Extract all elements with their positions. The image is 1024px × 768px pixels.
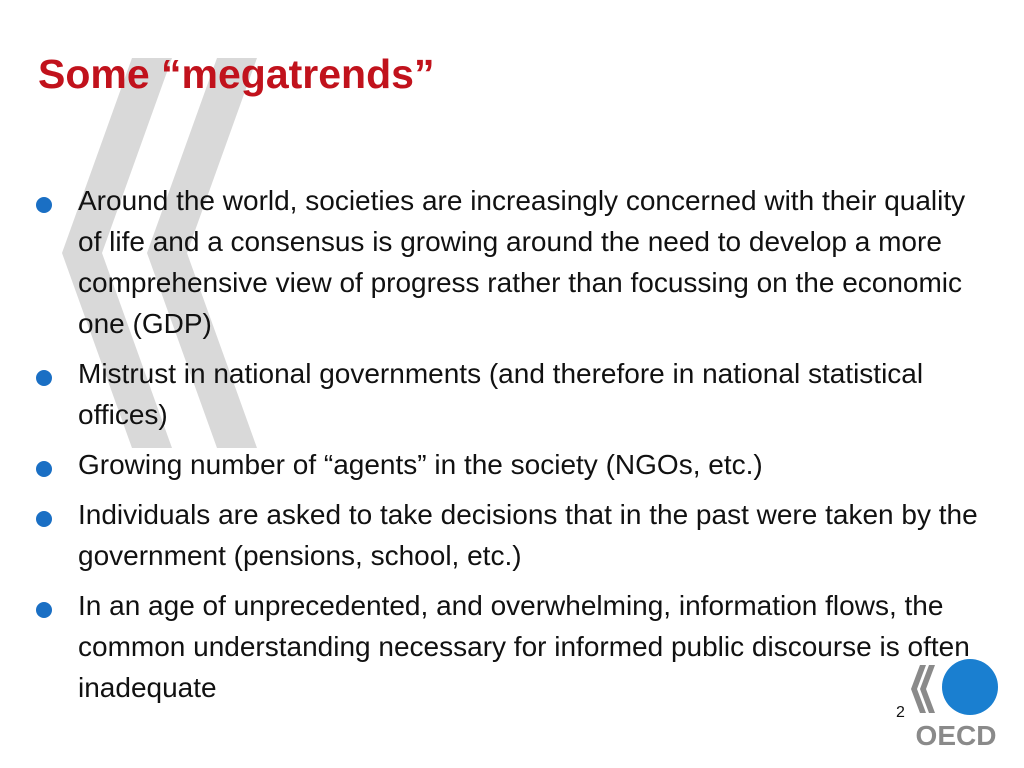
list-item: [36, 180, 991, 344]
list-item: [36, 444, 991, 485]
list-item: [36, 353, 991, 435]
oecd-logo: [908, 655, 1004, 751]
bullet-text: In an age of unprecedented, and overwhelming, information flows, the common understanding necessary for informed public discourse is often inadequate: [78, 590, 970, 703]
logo-circle-icon: [942, 659, 998, 715]
slide-title: Some “megatrends”: [38, 51, 435, 97]
bullet-icon: [36, 511, 52, 527]
bullet-icon: [36, 461, 52, 477]
logo-chevrons-icon: [911, 665, 935, 713]
bullet-text: Growing number of “agents” in the society (NGOs, etc.): [78, 449, 763, 480]
bullet-list: [36, 180, 991, 717]
logo-text: OECD: [915, 720, 997, 751]
bullet-text: Around the world, societies are increasingly concerned with their quality of life and a consensus is growing around the need to develop a more comprehensive view of progress rather than focussing on the economic one (GDP): [78, 185, 966, 339]
bullet-icon: [36, 602, 52, 618]
list-item: [36, 494, 991, 576]
bullet-text: Individuals are asked to take decisions that in the past were taken by the government (pensions, school, etc.): [78, 499, 978, 571]
page-number: 2: [896, 704, 905, 721]
bullet-icon: [36, 370, 52, 386]
bullet-icon: [36, 197, 52, 213]
bullet-text: Mistrust in national governments (and therefore in national statistical offices): [78, 358, 924, 430]
list-item: [36, 585, 991, 708]
